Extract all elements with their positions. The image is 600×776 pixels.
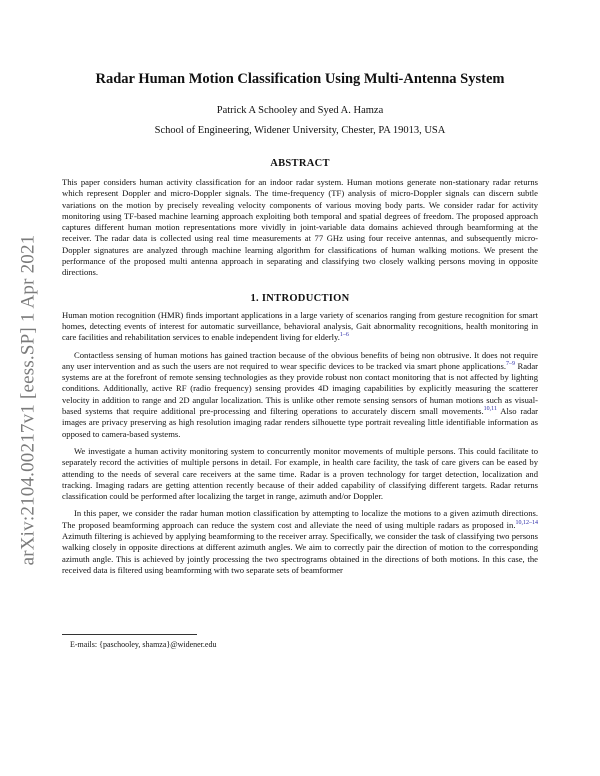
abstract-heading: ABSTRACT [270,158,330,169]
intro-paragraph-4 [62,508,538,576]
intro-paragraph-2-text-a: Contactless sensing of human motions has gained traction because of the obvious benefits of being non obtrusive. It does not require any user intervention and as such the users are not required to wear specific devices to be tracked via smart phone applications. [62,349,538,371]
abstract-text: This paper considers human activity classification for an indoor radar system. Human motions generate non-stationary radar returns which represent Doppler and micro-Doppler signals. The time-frequency (TF) analysis of micro-Doppler signals can discern subtle variations on the motion by precisely revealing velocity components of various moving body parts. We consider radar for activity monitoring using TF-based machine learning approach exploiting both temporal and spatial degrees of freedom. The proposed approach captures different human motion representations more vividly in joint-variable data domains achieved through beamforming at the receiver. The radar data is collected using real time measurements at 77 GHz using four receive antennas, and subsequently micro-Doppler signatures are analyzed through machine learning algorithm for classifications of human walking motions. We present the performance of the proposed multi antenna approach in separating and classifying two closely walking persons moving in opposite directions. [62,177,538,278]
citation-link[interactable]: 10,12–14 [515,519,538,526]
intro-paragraph-2 [62,350,538,440]
section-introduction-heading: 1. INTRODUCTION [250,292,350,304]
citation-link[interactable]: 10,11 [483,406,497,413]
intro-paragraph-2-text-b: Radar systems are at the forefront of remote sensing technologies as they provide robust non contact monitoring that is not affected by lighting conditions. Additionally, active RF (radio frequency) sensing provides 4D imaging capabilities by explicitly measuring the scatterer velocity in addition to range and 2D angular localization. This is unlike other remote sensing sensors of human motions such as visual-based systems that require additional pre-processing and filtering operations to accurately discern small movements. [62,360,538,417]
intro-paragraph-2-text-c: Also radar images are privacy preserving as high resolution imaging radar renders silhouette type portrait revealing little identifiable information as opposed to camera-based systems. [62,406,538,439]
citation-link[interactable]: 1–6 [339,332,349,339]
paper-authors: Patrick A Schooley and Syed A. Hamza [216,105,384,116]
paper-page [62,0,538,576]
intro-paragraph-3: We investigate a human activity monitoring system to concurrently monitor movements of multiple persons. This could facilitate to separately record the activities of multiple persons in detail. For example, in health care facility, the task of care givers can be eased by attending to the needs of several care receivers at the same time. Radar is a proven technology for target detection, localization and tracking. Imaging radars are getting attention recently because of their added capability of classifying different targets. Radar returns classification could be performed after localizing the target in range, azimuth and/or Doppler. [62,445,538,502]
paper-affiliation: School of Engineering, Widener University, Chester, PA 19013, USA [154,125,446,136]
arxiv-identifier-stamp [8,210,48,590]
footnote-emails: E-mails: {paschooley, shamza}@widener.edu [70,640,217,649]
footnote-divider [62,634,197,635]
paper-title: Radar Human Motion Classification Using Multi-Antenna System [95,71,505,87]
citation-link[interactable]: 7–9 [506,361,515,367]
intro-paragraph-4-text-b: Azimuth filtering is achieved by applying beamforming to the receiver array. Specifically, we consider the task of classifying two persons walking closely in opposite directions at different azimuth angles. We aim to correctly pair the direction of motion to the corresponding azimuth angle. This is achieved by jointly processing the two spectrograms obtained in the directions of both motions. In this case, the received data is filtered using beamforming with two separate sets of beamformer [62,531,538,575]
intro-paragraph-4-text-a: In this paper, we consider the radar human motion classification by attempting to localize the motions to a given azimuth directions. The proposed beamforming approach can reduce the system cost and alleviate the need of using multiple radars as proposed in. [62,508,538,530]
intro-paragraph-1-text: Human motion recognition (HMR) finds important applications in a large variety of scenarios ranging from gesture recognition for smart homes, detecting events of interest for automatic surveillance, behavioral analysis, Gait abnormality recognitions, health monitoring in care facilities and rehabilitation services to enable independent living for elderly. [62,309,538,343]
intro-paragraph-1 [62,310,538,344]
arxiv-id-text: arXiv:2104.00217v1 [eess.SP] 1 Apr 2021 [17,234,39,566]
